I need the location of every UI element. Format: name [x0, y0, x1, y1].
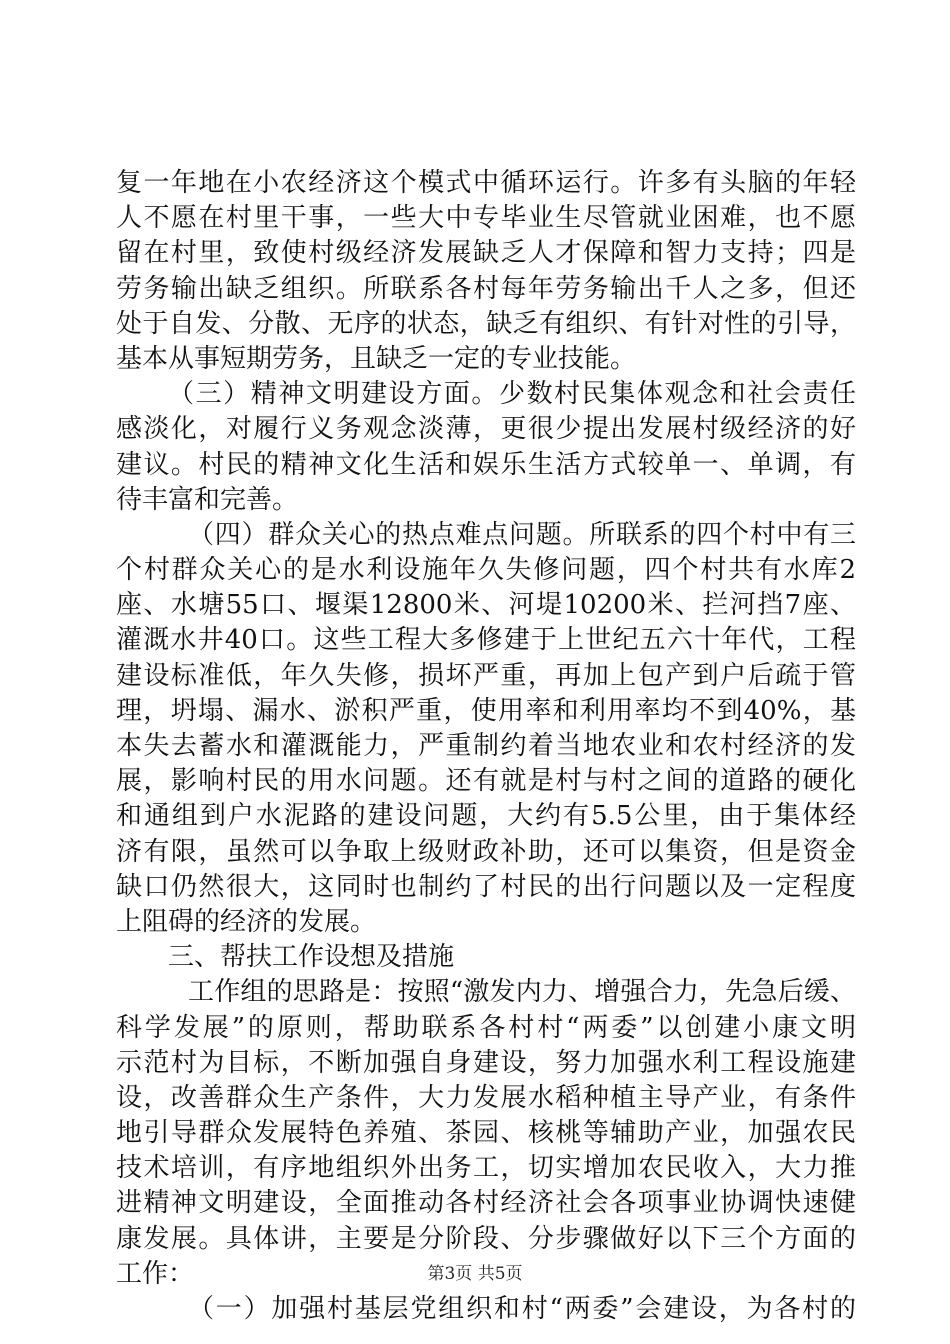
text-line: 和通组到户水泥路的建设问题，大约有5.5公里，由于集体经: [116, 801, 856, 832]
text-line: 人不愿在村里干事，一些大中专毕业生尽管就业困难，也不愿: [116, 203, 856, 234]
text-line: 济有限，虽然可以争取上级财政补助，还可以集资，但是资金: [116, 836, 856, 867]
text-line: （四）群众关心的热点难点问题。所联系的四个村中有三: [188, 519, 856, 550]
text-line: 工作：: [116, 1258, 195, 1289]
section-heading: 三、帮扶工作设想及措施: [168, 942, 455, 973]
text-line: 设，改善群众生产条件，大力发展水稻种植主导产业，有条件: [116, 1082, 856, 1113]
text-line: 处于自发、分散、无序的状态，缺乏有组织、有针对性的引导，: [116, 308, 856, 339]
text-line: 工作组的思路是：按照“激发内力、增强合力，先急后缓、: [188, 977, 856, 1008]
text-line: 复一年地在小农经济这个模式中循环运行。许多有头脑的年轻: [116, 168, 856, 198]
text-line: 个村群众关心的是水利设施年久失修问题，四个村共有水库2: [116, 555, 856, 586]
text-line: 缺口仍然很大，这同时也制约了村民的出行问题以及一定程度: [116, 871, 856, 902]
text-line: （三）精神文明建设方面。少数村民集体观念和社会责任: [168, 379, 856, 410]
text-line: 科学发展”的原则，帮助联系各村村“两委”以创建小康文明: [116, 1012, 856, 1043]
text-line: 建设标准低，年久失修，损坏严重，再加上包产到户后疏于管: [116, 660, 856, 691]
body-text: [116, 166, 856, 1327]
page-number-footer: 第3页 共5页: [427, 1264, 523, 1284]
text-line: 基本从事短期劳务，且缺乏一定的专业技能。: [116, 343, 637, 374]
text-line: 进精神文明建设，全面推动各村经济社会各项事业协调快速健: [116, 1188, 856, 1219]
text-line: 理，坍塌、漏水、淤积严重，使用率和利用率均不到40%，基: [116, 695, 856, 726]
text-line: （一）加强村基层党组织和村“两委”会建设，为各村的: [188, 1294, 856, 1324]
text-line: 建议。村民的精神文化生活和娱乐生活方式较单一、单调，有: [116, 449, 856, 480]
text-line: 上阻碍的经济的发展。: [116, 906, 377, 937]
text-line: 座、水塘55口、堰渠12800米、河堤10200米、拦河挡7座、: [116, 590, 856, 621]
text-line: 康发展。具体讲，主要是分阶段、分步骤做好以下三个方面的: [116, 1223, 856, 1254]
text-line: 示范村为目标，不断加强自身建设，努力加强水利工程设施建: [116, 1047, 856, 1078]
text-line: 感淡化，对履行义务观念淡薄，更很少提出发展村级经济的好: [116, 414, 856, 445]
text-line: 劳务输出缺乏组织。所联系各村每年劳务输出千人之多，但还: [116, 273, 856, 304]
text-line: 本失去蓄水和灌溉能力，严重制约着当地农业和农村经济的发: [116, 731, 856, 761]
text-line: 技术培训，有序地组织外出务工，切实增加农民收入，大力推: [116, 1153, 856, 1184]
text-line: 展，影响村民的用水问题。还有就是村与村之间的道路的硬化: [116, 766, 856, 797]
text-line: 地引导群众发展特色养殖、茶园、核桃等辅助产业，加强农民: [116, 1118, 856, 1149]
text-line: 留在村里，致使村级经济发展缺乏人才保障和智力支持；四是: [116, 238, 856, 269]
text-line: 待丰富和完善。: [116, 484, 299, 515]
text-line: 灌溉水井40口。这些工程大多修建于上世纪五六十年代，工程: [116, 625, 856, 656]
